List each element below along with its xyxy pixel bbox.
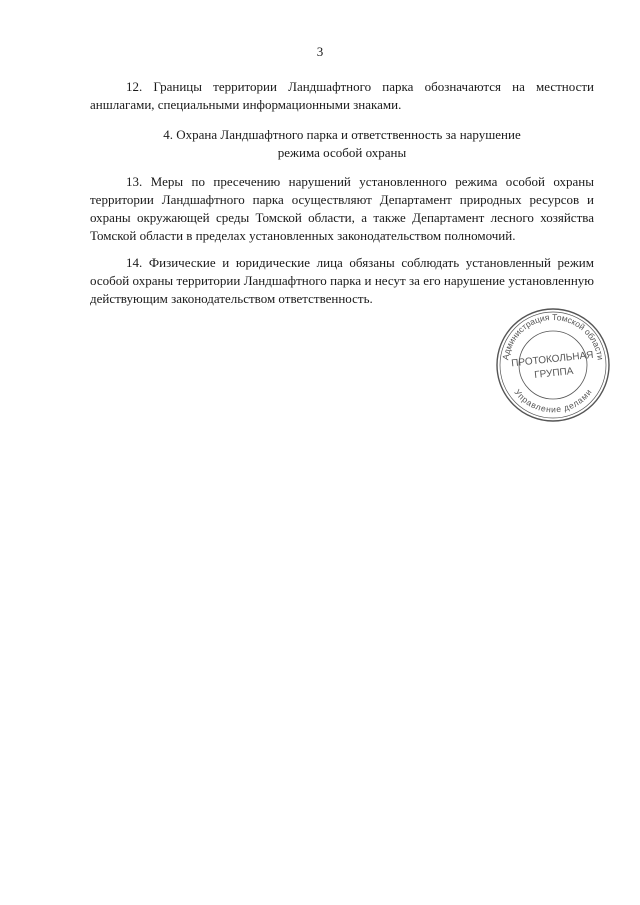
stamp-top-text: Администрация Томской области [500, 311, 606, 361]
protocol-group-stamp [492, 306, 614, 424]
section-heading-line-2: режима особой охраны [277, 145, 407, 160]
paragraph-13: 13. Меры по пресечению нарушений установленного режима особой охраны территории Ландшафтного парка осуществляют Департамент природных ресурсов и охраны окружающей среды Томской области, а также Департамент лесного хозяйства Томской области в пределах установленных законодательством полномочий. [90, 174, 594, 243]
stamp-center-line-2: ГРУППА [533, 365, 574, 381]
page-number: 3 [316, 44, 324, 59]
stamp-bottom-text: Управление делами [512, 387, 594, 415]
section-heading-line-1: 4. Охрана Ландшафтного парка и ответственность за нарушение [163, 127, 521, 142]
paragraph-14: 14. Физические и юридические лица обязаны соблюдать установленный режим особой охраны территории Ландшафтного парка и несут за его нарушение установленную действующим законодательством ответственность. [90, 255, 594, 306]
stamp-center-line-1: ПРОТОКОЛЬНАЯ [510, 349, 595, 370]
section-heading [90, 126, 594, 162]
paragraph-12: 12. Границы территории Ландшафтного парка обозначаются на местности аншлагами, специальными информационными знаками. [90, 79, 594, 112]
